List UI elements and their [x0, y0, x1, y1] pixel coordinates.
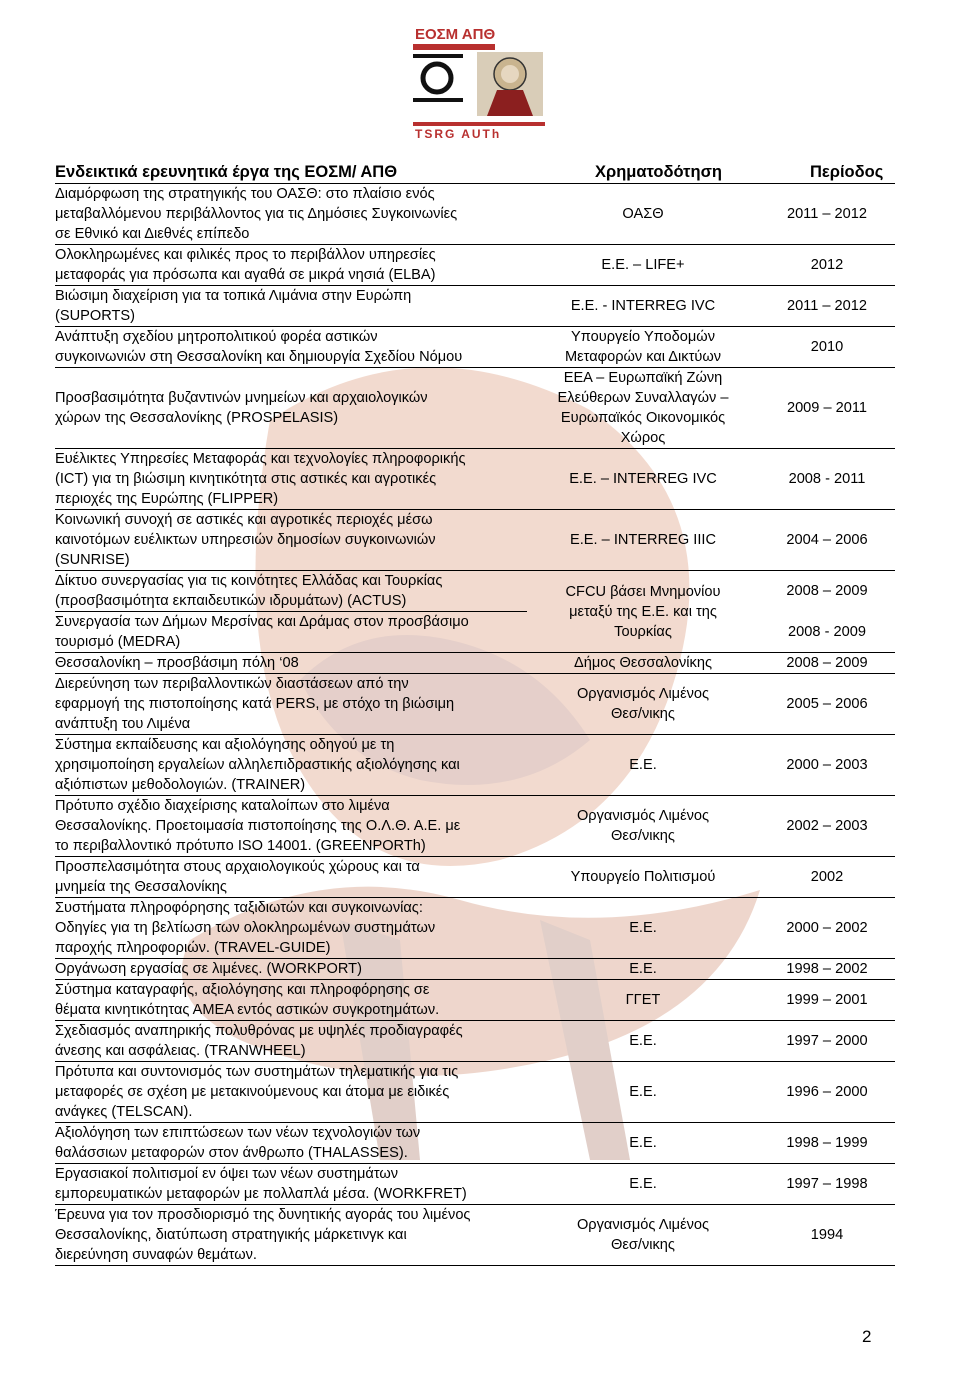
logo	[407, 22, 551, 140]
period-cell: 2010	[810, 339, 844, 355]
table-row: Σύστημα εκπαίδευσης και αξιολόγησης οδηγού με τη χρησιμοποίηση εργαλείων αλληλεπιδραστικής αξιολόγησης και αξιόπιστων μεθοδολογιών. (TRAINER) Ε.Ε. 2000 – 2003	[55, 735, 895, 796]
period-cell: 2008 – 2009	[786, 655, 868, 671]
table-row: Πρότυπο σχέδιο διαχείρισης καταλοίπων στο λιμένα Θεσσαλονίκης. Προετοιμασία πιστοποίησης της Ο.Λ.Θ. Α.Ε. με το περιβαλλοντικό πρότυπο ISO 14001. (GREENPORTh) Οργανισμός Λιμένος Θεσ/νικης 2002 – 2003	[55, 796, 895, 857]
period-cell: 1994	[810, 1227, 844, 1243]
projects-table	[55, 161, 895, 1266]
period-cell: 2009 – 2011	[786, 400, 868, 416]
period-cell: 1998 – 2002	[786, 961, 868, 977]
table-row: Εργασιακοί πολιτισμοί εν όψει των νέων συστημάτων εμπορευματικών μεταφορών με πολλαπλά μέσα. (WORKFRET) Ε.Ε. 1997 – 1998	[55, 1164, 895, 1205]
funding-cell: Οργανισμός Λιμένος Θεσ/νικης	[576, 808, 710, 844]
period-cell: 2012	[810, 257, 844, 273]
header-project: Ενδεικτικά ερευνητικά έργα της ΕΟΣΜ/ ΑΠΘ	[55, 163, 398, 181]
funding-cell: Δήμος Θεσσαλονίκης	[574, 655, 712, 671]
table-row: Προσπελασιμότητα στους αρχαιολογικούς χώρους και τα μνημεία της Θεσσαλονίκης Υπουργείο Πολιτισμού 2002	[55, 857, 895, 898]
table-row: Ανάπτυξη σχεδίου μητροπολιτικού φορέα αστικών συγκοινωνιών στη Θεσσαλονίκη και δημιουργία Σχεδίου Νόμου Υπουργείο Υποδομών Μεταφορών και Δικτύων 2010	[55, 327, 895, 368]
table-row: Αξιολόγηση των επιπτώσεων των νέων τεχνολογιών των θαλάσσιων μεταφορών στον άνθρωπο (THALASSES). Ε.Ε. 1998 – 1999	[55, 1123, 895, 1164]
period-cell: 1997 – 2000	[786, 1033, 868, 1049]
period-cell: 1996 – 2000	[786, 1084, 868, 1100]
funding-cell: Οργανισμός Λιμένος Θεσ/νικης	[576, 1217, 710, 1253]
table-row: Κοινωνική συνοχή σε αστικές και αγροτικές περιοχές μέσω καινοτόμων ευέλικτων υπηρεσιών δημοσίων συγκοινωνιών (SUNRISE) Ε.Ε. – INTERREG IIIC 2004 – 2006	[55, 510, 895, 571]
table-row: Ολοκληρωμένες και φιλικές προς το περιβάλλον υπηρεσίες μεταφοράς για πρόσωπα και αγαθά σε μικρά νησιά (ELBA) Ε.Ε. – LIFE+ 2012	[55, 245, 895, 286]
table-row: Προσβασιμότητα βυζαντινών μνημείων και αρχαιολογικών χώρων της Θεσσαλονίκης (PROSPELASIS) ΕΕΑ – Ευρωπαϊκή Ζώνη Ελεύθερων Συναλλαγών – Ευρωπαϊκός Οικονομικός Χώρος 2009 – 2011	[55, 368, 895, 449]
period-cell: 1999 – 2001	[786, 992, 868, 1008]
funding-cell: Ε.Ε.	[629, 757, 657, 773]
funding-cell: Ε.Ε.	[629, 1176, 657, 1192]
period-cell: 2011 – 2012	[786, 206, 868, 222]
table-header	[55, 161, 895, 184]
funding-cell: Ε.Ε.	[629, 1084, 657, 1100]
header-period: Περίοδος	[810, 163, 884, 181]
table-row: Έρευνα για τον προσδιορισμό της δυνητικής αγοράς του λιμένος Θεσσαλονίκης, διατύπωση στρατηγικής μάρκετινγκ και διερεύνηση συναφών θεμάτων. Οργανισμός Λιμένος Θεσ/νικης 1994	[55, 1205, 895, 1266]
funding-cell: ΓΓΕΤ	[625, 992, 661, 1008]
table-row: Βιώσιμη διαχείριση για τα τοπικά Λιμάνια στην Ευρώπη (SUPORTS) Ε.Ε. - INTERREG IVC 2011 – 2012	[55, 286, 895, 327]
logo-bottom-text: TSRG AUTh	[415, 127, 502, 140]
period-cell: 2008 – 2009	[786, 583, 868, 600]
table-row: Οργάνωση εργασίας σε λιμένες. (WORKPORT) Ε.Ε. 1998 – 2002	[55, 959, 895, 980]
period-cell: 2002 – 2003	[786, 818, 868, 834]
funding-cell: CFCU βάσει Μνημονίου μεταξύ της Ε.Ε. και της Τουρκίας	[565, 583, 721, 640]
period-cell: 2002	[810, 869, 844, 885]
period-cell: 2005 – 2006	[786, 696, 868, 712]
funding-cell: Οργανισμός Λιμένος Θεσ/νικης	[576, 686, 710, 722]
funding-cell: Ε.Ε. – INTERREG IIIC	[570, 532, 716, 548]
funding-cell: Υπουργείο Υποδομών Μεταφορών και Δικτύων	[564, 329, 722, 365]
table-row: Συστήματα πληροφόρησης ταξιδιωτών και συγκοινωνίας: Οδηγίες για τη βελτίωση των ολοκληρωμένων συστημάτων παροχής πληροφοριών. (TRAVEL-GUIDE) Ε.Ε. 2000 – 2002	[55, 898, 895, 959]
funding-cell: ΟΑΣΘ	[622, 206, 664, 222]
period-cell: 2000 – 2002	[786, 920, 868, 936]
table-row-group: Δίκτυο συνεργασίας για τις κοινότητες Ελλάδας και Τουρκίας (προσβασιμότητα εκπαιδευτικών ιδρυμάτων) (ACTUS) Συνεργασία των Δήμων Μερσίνας και Δράμας στον προσβάσιμο τουρισμό (MEDRA) CFCU βάσει Μνημονίου μεταξύ της Ε.Ε. και της Τουρκίας 2008 – 2009 2008 - 2009	[55, 571, 895, 653]
funding-cell: Ε.Ε.	[629, 920, 657, 936]
period-cell: 2011 – 2012	[786, 298, 868, 314]
funding-cell: Υπουργείο Πολιτισμού	[570, 869, 716, 885]
table-row: Θεσσαλονίκη – προσβάσιμη πόλη ‘08 Δήμος Θεσσαλονίκης 2008 – 2009	[55, 653, 895, 674]
funding-cell: Ε.Ε. – INTERREG IVC	[569, 471, 717, 487]
table-row: Διερεύνηση των περιβαλλοντικών διαστάσεων από την εφαρμογή της πιστοποίησης κατά PERS, με στόχο τη βιώσιμη ανάπτυξη του Λιμένα Οργανισμός Λιμένος Θεσ/νικης 2005 – 2006	[55, 674, 895, 735]
page-number: 2	[862, 1327, 872, 1346]
funding-cell: Ε.Ε.	[629, 1135, 657, 1151]
period-cell: 2008 - 2009	[788, 623, 866, 640]
funding-cell: Ε.Ε. - INTERREG IVC	[570, 298, 716, 314]
funding-cell: Ε.Ε.	[629, 961, 657, 977]
logo-top-text: ΕΟΣΜ ΑΠΘ	[415, 26, 496, 43]
funding-cell: Ε.Ε. – LIFE+	[601, 257, 685, 273]
table-row: Σύστημα καταγραφής, αξιολόγησης και πληροφόρησης σε θέματα κινητικότητας ΑΜΕΑ εντός αστικών συγκροτημάτων. ΓΓΕΤ 1999 – 2001	[55, 980, 895, 1021]
period-cell: 1998 – 1999	[786, 1135, 868, 1151]
period-cell: 2008 - 2011	[788, 471, 866, 487]
table-row: Πρότυπα και συντονισμός των συστημάτων τηλεματικής για τις μεταφορές σε σχέση με μετακινούμενους και άτομα με ειδικές ανάγκες (TELSCAN). Ε.Ε. 1996 – 2000	[55, 1062, 895, 1123]
funding-cell: Ε.Ε.	[629, 1033, 657, 1049]
period-cell: 2000 – 2003	[786, 757, 868, 773]
table-row: Σχεδιασμός αναπηρικής πολυθρόνας με υψηλές προδιαγραφές άνεσης και ασφάλειας. (TRANWHEEL) Ε.Ε. 1997 – 2000	[55, 1021, 895, 1062]
period-cell: 2004 – 2006	[786, 532, 868, 548]
header-funding: Χρηματοδότηση	[595, 163, 722, 181]
funding-cell: ΕΕΑ – Ευρωπαϊκή Ζώνη Ελεύθερων Συναλλαγών – Ευρωπαϊκός Οικονομικός Χώρος	[557, 370, 729, 446]
table-row: Ευέλικτες Υπηρεσίες Μεταφοράς και τεχνολογίες πληροφορικής (ICT) για τη βιώσιμη κινητικότητα στις αστικές και αγροτικές περιοχές της Ευρώπης (FLIPPER) Ε.Ε. – INTERREG IVC 2008 - 2011	[55, 449, 895, 510]
table-row: Διαμόρφωση της στρατηγικής του ΟΑΣΘ: στο πλαίσιο ενός μεταβαλλόμενου περιβάλλοντος για τις Δημόσιες Συγκοινωνίες σε Εθνικό και Διεθνές επίπεδο ΟΑΣΘ 2011 – 2012	[55, 184, 895, 245]
period-cell: 1997 – 1998	[786, 1176, 868, 1192]
